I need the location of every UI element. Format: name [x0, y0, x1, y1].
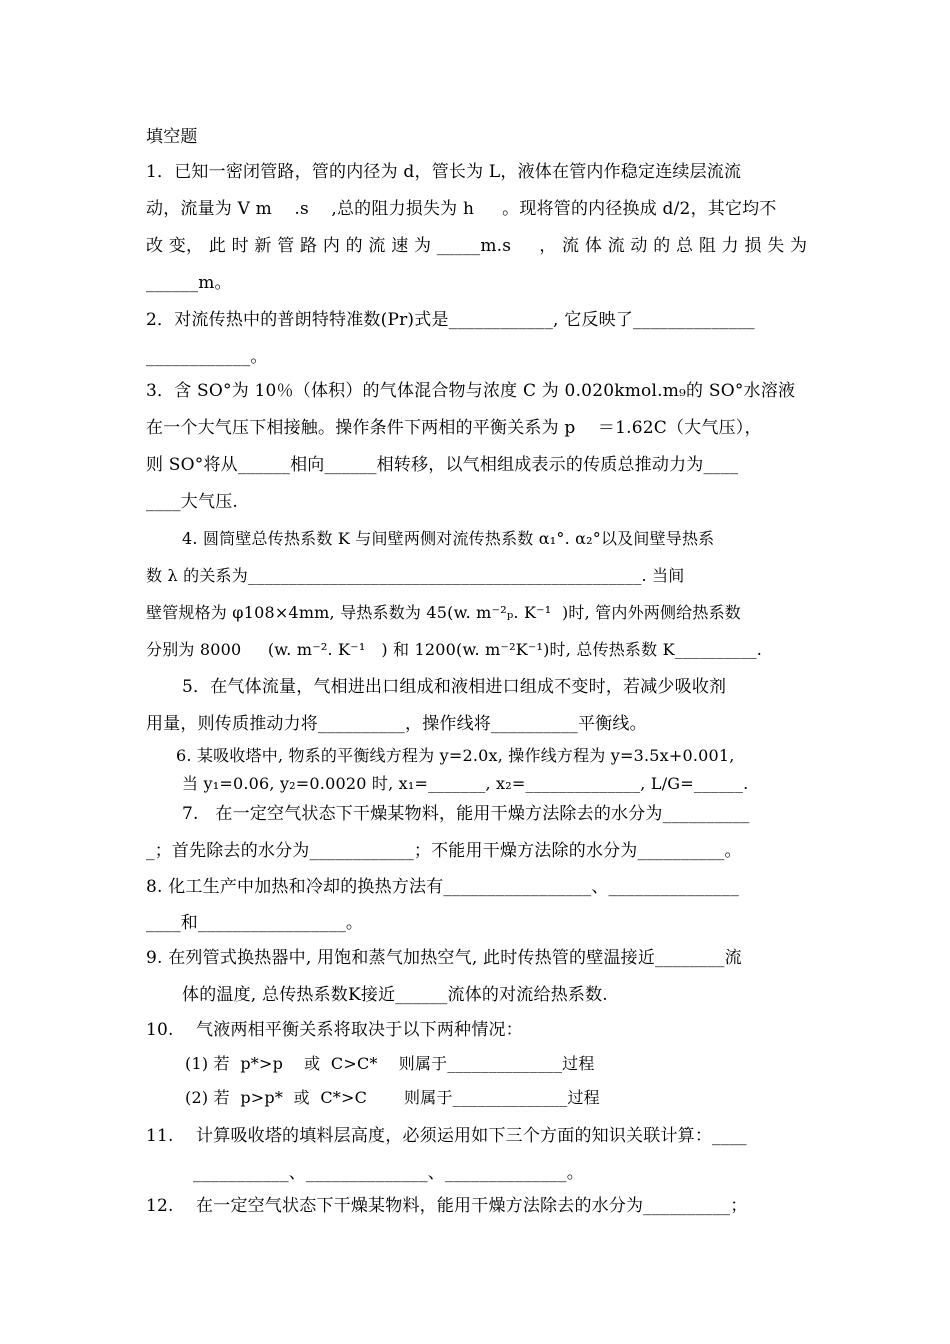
question-5-line-2: 用量，则传质推动力将__________，操作线将__________平衡线。	[146, 714, 647, 734]
question-3-line-3: 则 SO°将从______相向______相转移，以气相组成表示的传质总推动力为____	[146, 455, 739, 475]
question-4-line-3: 壁管规格为 φ108×4mm, 导热系数为 45(w. m⁻²ₚ. K⁻¹ )时, 管内外两侧给热系数	[146, 603, 741, 622]
question-6-line-1: 6. 某吸收塔中, 物系的平衡线方程为 y=2.0x, 操作线方程为 y=3.5x+0.001,	[176, 746, 735, 765]
question-3-line-2: 在一个大气压下相接触。操作条件下两相的平衡关系为 p ＝1.62C（大气压），	[146, 418, 762, 438]
question-11-line-1: 11. 计算吸收塔的填料层高度，必须运用如下三个方面的知识关联计算：____	[146, 1126, 747, 1146]
question-7-line-2: _；首先除去的水分为____________；不能用干燥方法除的水分为__________。	[146, 841, 742, 861]
question-4-line-1: 4. 圆筒壁总传热系数 K 与间壁两侧对流传热系数 α₁°. α₂°以及间壁导热系	[182, 529, 715, 548]
question-8-line-1: 8. 化工生产中加热和冷却的换热方法有_________________、_______________	[146, 877, 740, 897]
question-10-line-1: 10. 气液两相平衡关系将取决于以下两种情况：	[146, 1020, 523, 1040]
question-4-line-4: 分别为 8000 (w. m⁻². K⁻¹ ) 和 1200(w. m⁻²K⁻¹)时, 总传热系数 K__________.	[146, 640, 763, 659]
question-1-line-2: 动，流量为 V m .s ,总的阻力损失为 h 。现将管的内径换成 d/2，其它均不	[146, 199, 777, 219]
question-1-line-3: 改 变， 此 时 新 管 路 内 的 流 速 为 _____m.s ， 流 体 流 动 的 总 阻 力 损 失 为	[146, 236, 808, 256]
question-10-case-1: (1) 若 p*>p 或 C>C* 则属于______________过程	[185, 1054, 595, 1073]
question-11-line-2: ___________、______________、______________。	[193, 1163, 584, 1183]
question-6-line-2: 当 y₁=0.06, y₂=0.0020 时, x₁=_______, x₂=______________, L/G=______.	[182, 774, 749, 793]
question-5-line-1: 5．在气体流量，气相进出口组成和液相进口组成不变时，若减少吸收剂	[182, 677, 727, 697]
question-8-line-2: ____和_________________。	[146, 913, 364, 933]
question-1-line-4: ______m。	[146, 273, 232, 293]
question-9-line-2: 体的温度, 总传热系数K接近______流体的对流给热系数.	[182, 985, 608, 1005]
section-heading: 填空题	[146, 127, 198, 147]
question-12-line-1: 12. 在一定空气状态下干燥某物料，能用干燥方法除去的水分为__________；	[146, 1196, 748, 1216]
question-3-line-1: 3．含 SO°为 10％（体积）的气体混合物与浓度 C 为 0.020kmol.m₉的 SO°水溶液	[146, 381, 796, 401]
question-1-line-1: 1．已知一密闭管路，管的内径为 d，管长为 L，液体在管内作稳定连续层流流	[146, 162, 742, 182]
question-7-line-1: 7. 在一定空气状态下干燥某物料，能用干燥方法除去的水分为__________	[182, 804, 750, 824]
question-2-line-1: 2．对流传热中的普朗特特准数(Pr)式是____________, 它反映了______________	[146, 310, 755, 330]
question-9-line-1: 9. 在列管式换热器中, 用饱和蒸气加热空气, 此时传热管的壁温接近________流	[146, 948, 742, 968]
question-4-line-2: 数 λ 的关系为________________________________________________. 当间	[146, 566, 685, 585]
question-3-line-4: ____大气压.	[146, 492, 239, 512]
question-10-case-2: (2) 若 p>p* 或 C*>C 则属于______________过程	[185, 1088, 600, 1107]
question-2-line-2: ____________。	[146, 347, 268, 367]
